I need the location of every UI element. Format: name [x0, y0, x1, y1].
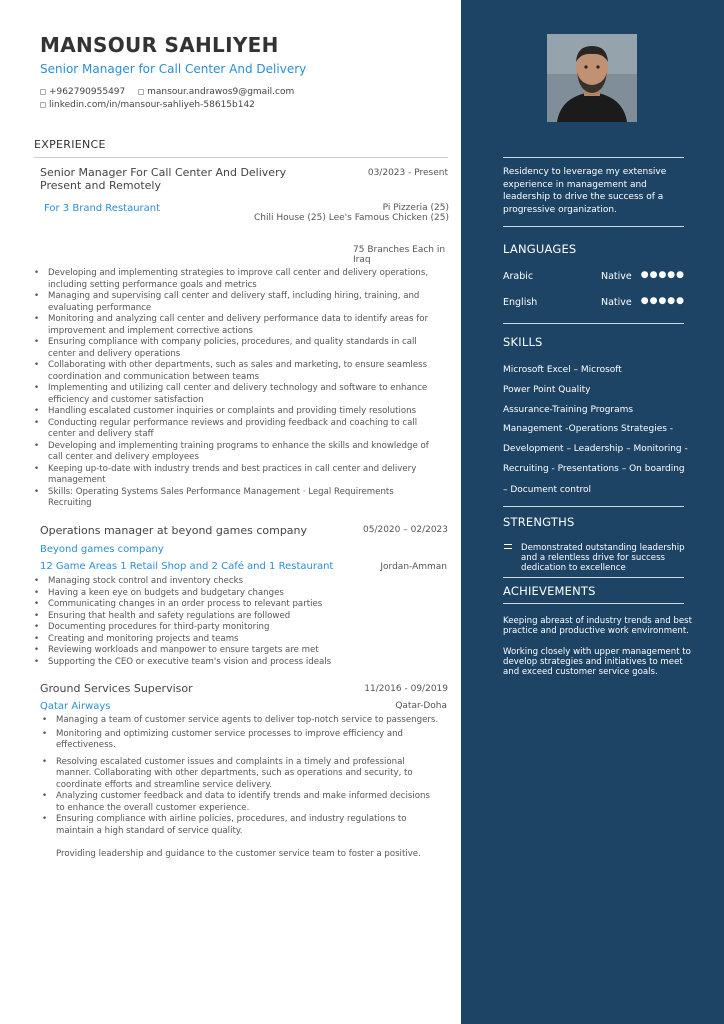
skills-heading: SKILLS [503, 335, 543, 349]
candidate-name: MANSOUR SAHLIYEH [40, 33, 279, 57]
list-item: • Keeping up-to-date with industry trends and best practices in call center and delivery management [48, 464, 440, 487]
sidebar [461, 0, 724, 1024]
list-item: • Monitoring and optimizing customer service processes to improve efficiency and effectiveness. [56, 729, 440, 752]
job1-bullets [48, 268, 440, 510]
job2-role: Operations manager at beyond games company [40, 524, 308, 537]
languages-heading: LANGUAGES [503, 242, 577, 256]
list-item: • Ensuring that health and safety regulations are followed [48, 611, 440, 623]
experience-heading: EXPERIENCE [34, 138, 106, 151]
skill-line: Power Point Quality [503, 385, 591, 395]
linkedin-icon [40, 102, 46, 108]
phone-icon [40, 89, 46, 95]
job1-date: 03/2023 - Present [367, 168, 448, 178]
language-name: Arabic [503, 271, 534, 282]
list-item: • Managing a team of customer service agents to deliver top-notch service to passengers. [56, 715, 440, 727]
language-rating-dots: ●●●●● [640, 296, 685, 306]
skill-line: Management -Operations Strategies - [503, 424, 674, 434]
job1-branches-1: 75 Branches Each in [353, 245, 446, 255]
avatar-image [547, 34, 637, 122]
job1-branches-2: Iraq [353, 255, 371, 265]
strengths-text: Demonstrated outstanding leadership and a relentless drive for success dedication to excellence [521, 543, 685, 573]
contact-line-2 [40, 100, 255, 110]
list-item: • Managing and supervising call center and delivery staff, including hiring, training, and evaluating performance [48, 291, 440, 314]
list-item: • Collaborating with other departments, such as sales and marketing, to ensure seamless coordination and communication between teams [48, 360, 440, 383]
list-item: • Skills: Operating Systems Sales Performance Management · Legal Requirements Recruiting [48, 487, 440, 510]
list-item: • Handling escalated customer inquiries or complaints and providing timely resolutions [48, 406, 440, 418]
list-item: • Resolving escalated customer issues and complaints in a timely and professional manner. Collaborating with other departments, such as operations and security, to coordinate efforts and streamline service delivery. [56, 757, 440, 792]
list-item: • Monitoring and analyzing call center and delivery performance data to identify areas for improvement and implement corrective actions [48, 314, 440, 337]
list-item: • Ensuring compliance with company policies, procedures, and quality standards in call center and delivery operations [48, 337, 440, 360]
list-item: • Managing stock control and inventory checks [48, 576, 440, 588]
skill-line: Development – Leadership – Monitoring - [503, 444, 688, 454]
list-item: • Conducting regular performance reviews and providing feedback and coaching to call center and delivery staff [48, 418, 440, 441]
achievements-text-2: Working closely with upper management to develop strategies and initiatives to meet and exceed customer service goals. [503, 647, 691, 677]
job3-role: Ground Services Supervisor [40, 682, 193, 695]
job1-company: For 3 Brand Restaurant [44, 203, 161, 214]
list-item: • Creating and monitoring projects and teams [48, 634, 440, 646]
list-item: • Analyzing customer feedback and data to identify trends and make informed decisions to enhance the overall customer experience. [56, 791, 440, 814]
job3-closing: Providing leadership and guidance to the customer service team to foster a positive. [56, 849, 421, 859]
job2-company: Beyond games company [40, 544, 164, 555]
job3-date: 11/2016 - 09/2019 [364, 684, 448, 694]
job3-location: Qatar-Doha [395, 701, 447, 711]
list-item: • Implementing and utilizing call center and delivery technology and software to enhance efficiency and customer satisfaction [48, 383, 440, 406]
strength-icon [504, 544, 512, 550]
language-row-arabic [503, 271, 685, 282]
job2-bullets [48, 576, 440, 668]
list-item: • Ensuring compliance with airline policies, procedures, and industry regulations to maintain a high standard of service quality. [56, 814, 440, 837]
skill-line: Recruiting - Presentations – On boarding [503, 464, 685, 474]
list-item: • Documenting procedures for third-party monitoring [48, 622, 440, 634]
skill-line: Microsoft Excel – Microsoft [503, 365, 622, 375]
candidate-title: Senior Manager for Call Center And Delivery [40, 62, 307, 76]
skill-line: – Document control [503, 485, 592, 495]
summary-text: Residency to leverage my extensive experience in management and leadership to drive the success of a progressive organization. [503, 167, 667, 215]
language-level: Native [601, 271, 632, 282]
achievements-text-1: Keeping abreast of industry trends and best practice and productive work environment. [503, 616, 693, 636]
language-name: English [503, 297, 538, 308]
sidebar-divider-top [503, 157, 684, 158]
job2-date: 05/2020 – 02/2023 [363, 525, 448, 535]
list-item: • Developing and implementing training programs to enhance the skills and knowledge of call center and delivery employees [48, 441, 440, 464]
strengths-heading: STRENGTHS [503, 515, 575, 529]
list-item: • Communicating changes in an order process to relevant parties [48, 599, 440, 611]
job2-location: Jordan-Amman [380, 562, 447, 572]
email-text[interactable]: mansour.andrawos9@gmail.com [147, 87, 295, 97]
sidebar-divider-summary [503, 226, 684, 227]
experience-divider [34, 157, 448, 158]
list-item: • Supporting the CEO or executive team's vision and process ideals [48, 657, 440, 669]
skill-line: Assurance-Training Programs [503, 405, 634, 415]
job3-company: Qatar Airways [40, 701, 111, 712]
language-row-english [503, 297, 685, 308]
profile-photo [547, 34, 637, 122]
linkedin-text[interactable]: linkedin.com/in/mansour-sahliyeh-58615b142 [49, 100, 255, 110]
list-item: • Having a keen eye on budgets and budgetary changes [48, 588, 440, 600]
language-level: Native [601, 297, 632, 308]
sidebar-divider-achievements [503, 603, 684, 604]
achievements-heading: ACHIEVEMENTS [503, 584, 596, 598]
job1-brands-2: Chili House (25) Lee's Famous Chicken (25) [253, 213, 449, 223]
sidebar-divider-languages [503, 323, 684, 324]
job2-detail: 12 Game Areas 1 Retail Shop and 2 Café and 1 Restaurant [40, 561, 334, 572]
phone-text: +962790955497 [49, 87, 126, 97]
contact-line-1 [40, 87, 294, 97]
job3-bullets [56, 715, 440, 837]
job1-brands-1: Pi Pizzeria (25) [382, 203, 449, 213]
list-item: • Reviewing workloads and manpower to ensure targets are met [48, 645, 440, 657]
sidebar-divider-strengths [503, 577, 684, 578]
email-icon [138, 89, 144, 95]
language-rating-dots: ●●●●● [640, 270, 685, 280]
sidebar-divider-skills [503, 506, 684, 507]
list-item: • Developing and implementing strategies to improve call center and delivery operations, including setting performance goals and metrics [48, 268, 440, 291]
job1-role: Senior Manager For Call Center And Delivery Present and Remotely [40, 166, 287, 192]
